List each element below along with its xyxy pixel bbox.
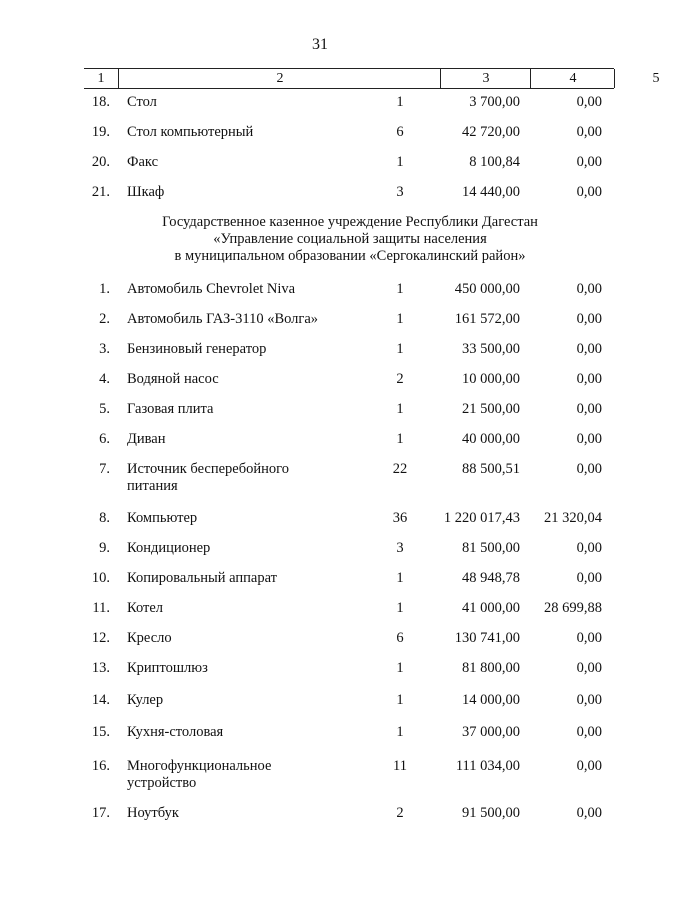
- row-name: Стол компьютерный: [127, 124, 254, 140]
- header-col-2: 2: [118, 69, 441, 88]
- row-number: 3.: [99, 341, 110, 357]
- row-number: 1.: [99, 281, 110, 297]
- row-cost: 10 000,00: [462, 371, 520, 387]
- row-depreciation: 0,00: [576, 630, 602, 646]
- row-quantity: 3: [396, 184, 404, 200]
- row-name: Водяной насос: [127, 371, 219, 387]
- row-number: 12.: [91, 630, 110, 646]
- row-depreciation: 0,00: [576, 124, 602, 140]
- row-name: Бензиновый генератор: [127, 341, 267, 357]
- row-depreciation: 21 320,04: [544, 510, 602, 526]
- row-number: 5.: [99, 401, 110, 417]
- table-header: [84, 68, 660, 89]
- row-quantity: 1: [396, 341, 404, 357]
- row-number: 6.: [99, 431, 110, 447]
- row-name: Диван: [127, 431, 166, 447]
- section-title-line: в муниципальном образовании «Сергокалинский район»: [174, 248, 526, 264]
- row-cost: 42 720,00: [462, 124, 520, 140]
- row-depreciation: 0,00: [576, 341, 602, 357]
- row-number: 9.: [99, 540, 110, 556]
- row-quantity: 1: [396, 660, 404, 676]
- row-quantity: 11: [393, 758, 407, 774]
- row-depreciation: 0,00: [576, 692, 602, 708]
- row-quantity: 1: [396, 281, 404, 297]
- row-quantity: 1: [396, 154, 404, 170]
- row-number: 10.: [91, 570, 110, 586]
- row-name: Криптошлюз: [127, 660, 208, 676]
- row-cost: 81 800,00: [462, 660, 520, 676]
- row-name: Кулер: [127, 692, 164, 708]
- section-title-line: Государственное казенное учреждение Республики Дагестан: [162, 214, 538, 230]
- row-name: Стол: [127, 94, 157, 110]
- row-number: 21.: [91, 184, 110, 200]
- row-name: Шкаф: [127, 184, 165, 200]
- row-cost: 21 500,00: [462, 401, 520, 417]
- row-cost: 81 500,00: [462, 540, 520, 556]
- row-depreciation: 0,00: [576, 805, 602, 821]
- header-col-1: 1: [97, 71, 105, 86]
- row-quantity: 1: [396, 570, 404, 586]
- row-number: 14.: [91, 692, 110, 708]
- header-col-4: 4: [530, 69, 615, 88]
- row-cost: 450 000,00: [454, 281, 520, 297]
- row-number: 7.: [99, 461, 110, 477]
- row-name: Копировальный аппарат: [127, 570, 278, 586]
- row-name: Факс: [127, 154, 159, 170]
- row-quantity: 3: [396, 540, 404, 556]
- row-quantity: 22: [392, 461, 408, 477]
- row-number: 17.: [91, 805, 110, 821]
- row-name: Кухня-столовая: [127, 724, 224, 740]
- row-number: 8.: [99, 510, 110, 526]
- row-quantity: 6: [396, 630, 404, 646]
- row-depreciation: 0,00: [576, 461, 602, 477]
- row-depreciation: 0,00: [576, 184, 602, 200]
- row-cost: 8 100,84: [469, 154, 520, 170]
- row-depreciation: 0,00: [576, 281, 602, 297]
- row-depreciation: 0,00: [576, 401, 602, 417]
- row-depreciation: 28 699,88: [544, 600, 602, 616]
- row-quantity: 1: [396, 401, 404, 417]
- row-quantity: 6: [396, 124, 404, 140]
- row-depreciation: 0,00: [576, 540, 602, 556]
- row-quantity: 36: [392, 510, 408, 526]
- row-quantity: 1: [396, 600, 404, 616]
- row-depreciation: 0,00: [576, 311, 602, 327]
- row-cost: 37 000,00: [462, 724, 520, 740]
- row-cost: 1 220 017,43: [443, 510, 520, 526]
- row-depreciation: 0,00: [576, 570, 602, 586]
- row-name: Источник бесперебойного питания: [127, 461, 289, 494]
- row-number: 19.: [91, 124, 110, 140]
- row-depreciation: 0,00: [576, 94, 602, 110]
- row-name: Компьютер: [127, 510, 198, 526]
- row-cost: 40 000,00: [462, 431, 520, 447]
- row-quantity: 2: [396, 371, 404, 387]
- row-name: Кондиционер: [127, 540, 211, 556]
- row-depreciation: 0,00: [576, 371, 602, 387]
- row-number: 11.: [92, 600, 110, 616]
- row-number: 20.: [91, 154, 110, 170]
- row-name: Автомобиль ГАЗ-3110 «Волга»: [127, 311, 319, 327]
- row-number: 4.: [99, 371, 110, 387]
- row-quantity: 1: [396, 311, 404, 327]
- row-number: 15.: [91, 724, 110, 740]
- row-cost: 48 948,78: [462, 570, 520, 586]
- row-name: Кресло: [127, 630, 172, 646]
- row-depreciation: 0,00: [576, 724, 602, 740]
- row-cost: 14 000,00: [462, 692, 520, 708]
- row-quantity: 1: [396, 692, 404, 708]
- row-quantity: 2: [396, 805, 404, 821]
- header-col-3: 3: [440, 69, 531, 88]
- section-title-line: «Управление социальной защиты населения: [213, 231, 487, 247]
- row-depreciation: 0,00: [576, 660, 602, 676]
- row-number: 2.: [99, 311, 110, 327]
- row-cost: 14 440,00: [462, 184, 520, 200]
- row-cost: 130 741,00: [454, 630, 520, 646]
- row-cost: 161 572,00: [454, 311, 520, 327]
- row-cost: 33 500,00: [462, 341, 520, 357]
- row-depreciation: 0,00: [576, 431, 602, 447]
- row-quantity: 1: [396, 724, 404, 740]
- row-cost: 3 700,00: [469, 94, 520, 110]
- row-number: 16.: [91, 758, 110, 774]
- row-number: 18.: [91, 94, 110, 110]
- row-quantity: 1: [396, 94, 404, 110]
- row-cost: 88 500,51: [462, 461, 520, 477]
- header-col-5: 5: [652, 71, 660, 86]
- row-depreciation: 0,00: [576, 154, 602, 170]
- row-name: Газовая плита: [127, 401, 214, 417]
- row-name: Котел: [127, 600, 164, 616]
- row-number: 13.: [91, 660, 110, 676]
- row-name: Ноутбук: [127, 805, 179, 821]
- row-quantity: 1: [396, 431, 404, 447]
- section-title: [60, 214, 640, 265]
- row-name: Многофункциональное устройство: [127, 758, 272, 791]
- page-number: 31: [312, 36, 328, 53]
- row-cost: 91 500,00: [462, 805, 520, 821]
- row-depreciation: 0,00: [576, 758, 602, 774]
- row-cost: 111 034,00: [455, 758, 520, 774]
- row-name: Автомобиль Chevrolet Niva: [127, 281, 296, 297]
- row-cost: 41 000,00: [462, 600, 520, 616]
